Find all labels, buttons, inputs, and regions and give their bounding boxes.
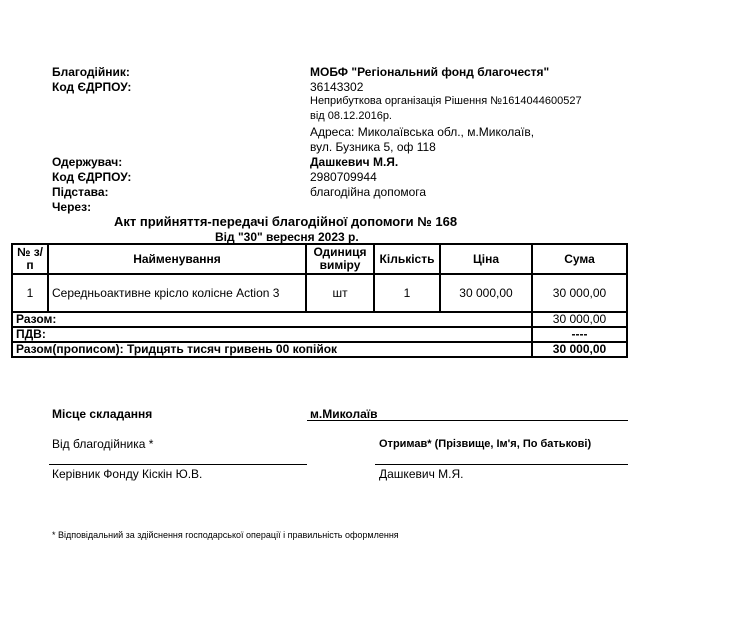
row-unit: шт <box>306 274 374 312</box>
recipient-name: Дашкевич М.Я. <box>310 155 399 169</box>
footnote: * Відповідальний за здійснення господарської операції і правильність оформлення <box>52 530 399 540</box>
donor-label: Благодійник: <box>52 65 130 79</box>
header-sum: Сума <box>532 244 627 274</box>
place-underline <box>307 420 628 421</box>
act-date: Від "30" вересня 2023 р. <box>215 230 359 244</box>
donor-signer: Керівник Фонду Кіскін Ю.В. <box>52 467 203 481</box>
recipient-signer: Дашкевич М.Я. <box>379 467 464 481</box>
place-value: м.Миколаїв <box>310 407 378 421</box>
place-label: Місце складання <box>52 407 153 421</box>
donor-edrpou: 36143302 <box>310 80 364 94</box>
total-in-words: Разом(прописом): Тридцять тисяч гривень 00 копійок <box>12 342 532 357</box>
donor-status-line1: Неприбуткова організація Рішення №1614044600527 <box>310 95 582 107</box>
recipient-label: Одержувач: <box>52 155 123 169</box>
row-name: Середньоактивне крісло колісне Action 3 <box>48 274 306 312</box>
basis-value: благодійна допомога <box>310 185 427 199</box>
words-total-value: 30 000,00 <box>532 342 627 357</box>
table-header-row <box>12 244 627 274</box>
recipient-edrpou: 2980709944 <box>310 170 377 184</box>
table-row <box>12 274 627 312</box>
vat-row <box>12 327 627 342</box>
donor-signature-line <box>49 464 307 465</box>
row-price: 30 000,00 <box>440 274 532 312</box>
vat-label: ПДВ: <box>12 327 532 342</box>
donor-edrpou-label: Код ЄДРПОУ: <box>52 80 132 94</box>
items-table <box>11 243 628 358</box>
donor-address-line2: вул. Бузника 5, оф 118 <box>310 140 436 154</box>
recipient-signature-line <box>375 464 628 465</box>
header-unit: Одиниця виміру <box>306 244 374 274</box>
from-donor-label: Від благодійника * <box>52 437 154 451</box>
donor-address-line1: Адреса: Миколаївська обл., м.Миколаїв, <box>310 125 535 139</box>
total-row <box>12 312 627 327</box>
row-qty: 1 <box>374 274 440 312</box>
header-price: Ціна <box>440 244 532 274</box>
act-title: Акт прийняття-передачі благодійної допомоги № 168 <box>114 214 458 229</box>
received-label: Отримав* (Прізвище, Ім'я, По батькові) <box>379 438 592 450</box>
via-label: Через: <box>52 200 92 214</box>
row-num: 1 <box>12 274 48 312</box>
words-row <box>12 342 627 357</box>
total-label: Разом: <box>12 312 532 327</box>
basis-label: Підстава: <box>52 185 109 199</box>
header-num: № з/п <box>12 244 48 274</box>
header-name: Найменування <box>48 244 306 274</box>
total-value: 30 000,00 <box>532 312 627 327</box>
vat-value: ---- <box>532 327 627 342</box>
row-sum: 30 000,00 <box>532 274 627 312</box>
donor-name: МОБФ "Регіональний фонд благочестя" <box>310 65 550 79</box>
donor-status-line2: від 08.12.2016р. <box>310 110 392 122</box>
header-qty: Кількість <box>374 244 440 274</box>
recipient-edrpou-label: Код ЄДРПОУ: <box>52 170 132 184</box>
